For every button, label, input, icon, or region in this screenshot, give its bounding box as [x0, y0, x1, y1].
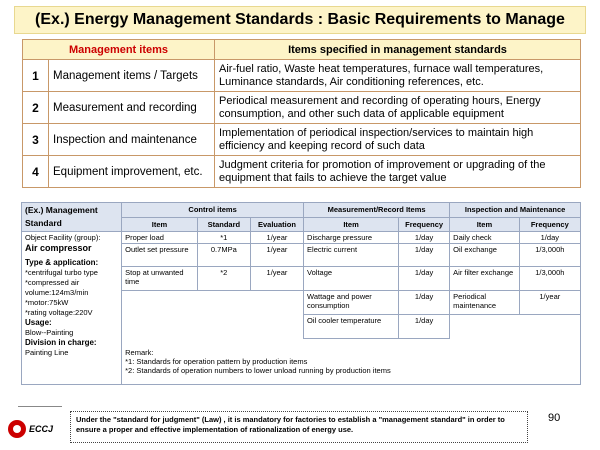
inspect-frequency: 1/3,000h [519, 244, 580, 267]
inspect-item: Air filter exchange [450, 267, 519, 291]
facility-name: Air compressor [25, 243, 92, 253]
subhead-inspect-frequency: Frequency [519, 217, 580, 232]
inspect-frequency: 1/day [519, 232, 580, 244]
slide-title: (Ex.) Energy Management Standards : Basic Requirements to Manage [14, 6, 586, 34]
facility-label: Object Facility (group): [25, 233, 101, 242]
requirements-table [22, 39, 581, 188]
logo-mark-icon [8, 420, 26, 438]
decorative-line [18, 406, 62, 407]
subhead-standard: Standard [197, 217, 250, 232]
type-line: *compressed air volume:124m3/min [25, 278, 89, 297]
requirements-header-row [23, 40, 581, 60]
row-item: Inspection and maintenance [49, 124, 215, 156]
control-item: Stop at unwanted time [122, 267, 198, 291]
page-number: 90 [548, 412, 561, 424]
control-item: Outlet set pressure [122, 244, 198, 267]
row-description: Air-fuel ratio, Waste heat temperatures, furnace wall temperatures, Luminance standards, Air conditioning references, etc. [215, 60, 581, 92]
measure-frequency: 1/day [399, 291, 450, 315]
inspect-item: Oil exchange [450, 244, 519, 267]
row-item: Measurement and recording [49, 92, 215, 124]
usage-label: Usage: [25, 318, 52, 327]
row-description: Judgment criteria for promotion of improvement or upgrading of the equipment that fails to achieve the target value [215, 156, 581, 188]
measure-item: Discharge pressure [304, 232, 399, 244]
subhead-evaluation: Evaluation [250, 217, 303, 232]
control-evaluation: 1/year [250, 232, 303, 244]
measure-item: Electric current [304, 244, 399, 267]
remark-2: *2: Standards of operation numbers to lower unload running by production items [125, 366, 391, 375]
control-standard: *1 [197, 232, 250, 244]
measure-item: Oil cooler temperature [304, 315, 399, 339]
type-label: Type & application: [25, 258, 99, 267]
subhead-measure-frequency: Frequency [399, 217, 450, 232]
measure-frequency: 1/day [399, 244, 450, 267]
row-number: 1 [23, 60, 49, 92]
group-control-items: Control items [122, 203, 304, 218]
empty-control-area [122, 291, 304, 339]
subhead-inspect-item: Item [450, 217, 519, 232]
row-description: Periodical measurement and recording of operating hours, Energy consumption, and other such data of applicable equipment [215, 92, 581, 124]
control-standard: *2 [197, 267, 250, 291]
measure-item: Wattage and power consumption [304, 291, 399, 315]
subhead-measure-item: Item [304, 217, 399, 232]
division-value: Painting Line [25, 348, 69, 357]
inspect-frequency: 1/3,000h [519, 267, 580, 291]
inspect-item: Periodical maintenance [450, 291, 519, 315]
row-number: 3 [23, 124, 49, 156]
inspect-frequency: 1/year [519, 291, 580, 315]
header-management-items: Management items [23, 40, 215, 60]
law-note: Under the "standard for judgment" (Law) , it is mandatory for factories to establish a "management standard" in order to ensure a proper and effective implementation of rationalization of energy use. [70, 411, 528, 443]
row-number: 2 [23, 92, 49, 124]
logo-text: ECCJ [29, 424, 54, 434]
table-row [23, 92, 581, 124]
table-row [23, 156, 581, 188]
facility-description [22, 232, 122, 385]
inspect-item: Daily check [450, 232, 519, 244]
group-measurement-record: Measurement/Record Items [304, 203, 450, 218]
row-description: Implementation of periodical inspection/services to maintain high efficiency and keeping record of such data [215, 124, 581, 156]
control-item: Proper load [122, 232, 198, 244]
remarks [122, 339, 581, 385]
table-row [23, 60, 581, 92]
management-standard-table [21, 202, 581, 385]
measure-frequency: 1/day [399, 232, 450, 244]
group-inspection-maintenance: Inspection and Maintenance [450, 203, 581, 218]
row-number: 4 [23, 156, 49, 188]
measure-item: Voltage [304, 267, 399, 291]
measure-frequency: 1/day [399, 315, 450, 339]
row-item: Equipment improvement, etc. [49, 156, 215, 188]
control-standard: 0.7MPa [197, 244, 250, 267]
eccj-logo [8, 420, 53, 438]
division-label: Division in charge: [25, 338, 97, 347]
row-item: Management items / Targets [49, 60, 215, 92]
subhead-control-item: Item [122, 217, 198, 232]
table-row [23, 124, 581, 156]
header-items-specified: Items specified in management standards [215, 40, 581, 60]
remark-1: *1: Standards for operation pattern by production items [125, 357, 308, 366]
control-evaluation: 1/year [250, 244, 303, 267]
type-line: *centrifugal turbo type [25, 268, 98, 277]
remark-title: Remark: [125, 348, 154, 357]
corner-header: (Ex.) Management Standard [22, 203, 122, 232]
measure-frequency: 1/day [399, 267, 450, 291]
type-line: *rating voltage:220V [25, 308, 93, 317]
control-evaluation: 1/year [250, 267, 303, 291]
usage-value: Blow--Painting [25, 328, 74, 337]
empty-inspect-area [450, 315, 581, 339]
type-line: *motor:75kW [25, 298, 69, 307]
